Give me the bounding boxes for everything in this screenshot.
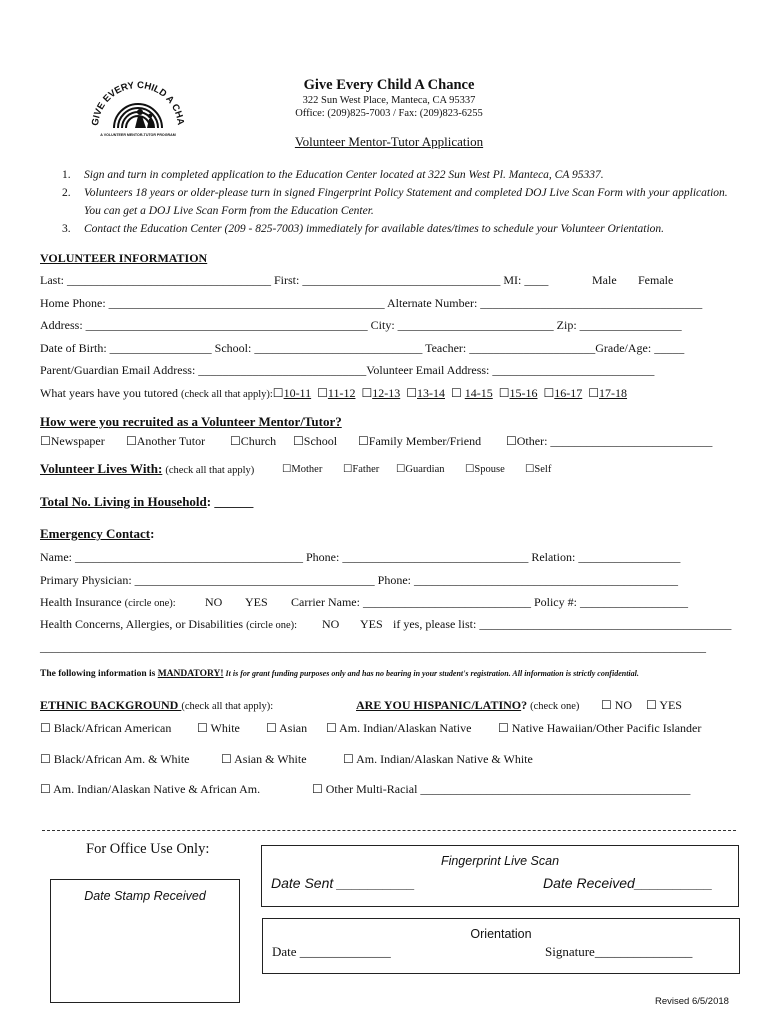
checkbox-family-friend[interactable]: ☐Family Member/Friend [358, 434, 482, 448]
date-received-field[interactable]: Date Received__________ [543, 875, 713, 891]
checkbox-year-1617[interactable]: ☐16-17 [543, 386, 583, 400]
org-name: Give Every Child A Chance [303, 77, 475, 93]
years-tutored-row [40, 386, 627, 401]
checkbox-year-1213[interactable]: ☐12-13 [361, 386, 401, 400]
female-option[interactable]: Female [638, 273, 674, 287]
checkbox-another-tutor[interactable]: ☐Another Tutor [126, 434, 206, 448]
emergency-heading-row: Emergency Contact: [40, 526, 155, 541]
logo-text: GIVE EVERY CHILD A CHA [89, 79, 186, 127]
insurance-row: Health Insurance (circle one): [40, 595, 176, 609]
concerns-row: Health Concerns, Allergies, or Disabilities (circle one): [40, 617, 298, 631]
insurance-no[interactable]: NO [205, 595, 223, 609]
checkbox-mother[interactable]: ☐Mother [282, 464, 323, 475]
cut-divider [42, 830, 736, 831]
address-row[interactable]: Address: _______________________________________________ City: __________________________ Zip: _________________ [40, 318, 682, 332]
form-title: Volunteer Mentor-Tutor Application [294, 134, 484, 149]
checkbox-year-1011[interactable]: ☐10-11 [272, 386, 312, 400]
date-sent-field[interactable]: Date Sent __________ [271, 875, 416, 891]
checkbox-guardian[interactable]: ☐Guardian [396, 464, 445, 475]
household-row[interactable]: Total No. Living in Household: ______ [40, 494, 254, 509]
checkbox-multi-racial[interactable]: ☐ Other Multi-Racial _____________________________________________ [312, 782, 691, 796]
org-address: 322 Sun West Place, Manteca, CA 95337 [302, 95, 476, 106]
dob-row[interactable]: Date of Birth: _________________ School: ____________________________ Teacher: _____________________Grade/Age: _____ [40, 341, 685, 355]
checkbox-school[interactable]: ☐School [293, 434, 338, 448]
date-stamp-box[interactable] [50, 879, 240, 1003]
checkbox-year-1112[interactable]: ☐11-12 [317, 386, 356, 400]
checkbox-year-1516[interactable]: ☐15-16 [498, 386, 538, 400]
fingerprint-title: Fingerprint Live Scan [440, 854, 560, 868]
checkbox-church[interactable]: ☐Church [230, 434, 277, 448]
checkbox-asian-white[interactable]: ☐ Asian & White [221, 752, 307, 766]
org-phones: Office: (209)825-7003 / Fax: (209)823-6255 [295, 108, 483, 119]
checkbox-am-indian[interactable]: ☐ Am. Indian/Alaskan Native [326, 721, 472, 735]
household-heading: Total No. Living in Household [40, 494, 207, 509]
instructions-list [40, 166, 740, 238]
checkbox-am-indian-african[interactable]: ☐ Am. Indian/Alaskan Native & African Am. [40, 782, 261, 796]
insurance-yes[interactable]: YES [245, 595, 268, 609]
emergency-name-row[interactable]: Name: ______________________________________ Phone: _______________________________ Relation: _________________ [40, 550, 681, 564]
lives-with-heading: Volunteer Lives With: [40, 461, 163, 476]
instruction-item: 2. Volunteers 18 years or older-please turn in signed Fingerprint Policy Statement and completed DOJ Live Scan Form with your application. You can get a DOJ Live Scan Form from the Education Center. [62, 187, 728, 217]
orientation-title: Orientation [470, 927, 532, 941]
orientation-box [262, 918, 740, 974]
checkbox-spouse[interactable]: ☐Spouse [465, 464, 505, 475]
male-option[interactable]: Male [592, 273, 617, 287]
concerns-yes[interactable]: YES [360, 617, 383, 631]
checkbox-hawaiian[interactable]: ☐ Native Hawaiian/Other Pacific Islander [498, 721, 702, 735]
concerns-extra-line[interactable]: _______________________________________________________________________________________________________________ [40, 640, 706, 654]
orientation-date-field[interactable]: Date ______________ [272, 944, 391, 959]
ethnic-heading-row: ETHNIC BACKGROUND (check all that apply): [40, 698, 274, 712]
lives-with-row [40, 461, 254, 477]
email-row[interactable]: Parent/Guardian Email Address: ____________________________Volunteer Email Address: ___________________________ [40, 363, 655, 377]
checkbox-year-1314[interactable]: ☐13-14 [406, 386, 445, 400]
checkbox-father[interactable]: ☐Father [343, 464, 380, 475]
recruited-heading: How were you recruited as a Volunteer Mentor/Tutor? [40, 414, 342, 429]
checkbox-am-indian-white[interactable]: ☐ Am. Indian/Alaskan Native & White [343, 752, 533, 766]
name-row[interactable]: Last: __________________________________ First: _________________________________ MI: ____ [40, 273, 549, 287]
concerns-list[interactable]: if yes, please list: __________________________________________ [393, 617, 732, 631]
checkbox-other[interactable]: ☐Other: ___________________________ [506, 434, 713, 448]
carrier-row[interactable]: Carrier Name: ____________________________ Policy #: __________________ [291, 595, 688, 609]
checkbox-self[interactable]: ☐Self [525, 464, 552, 475]
office-use-heading: For Office Use Only: [86, 841, 210, 857]
years-label: What years have you tutored [40, 386, 178, 400]
checkbox-black-white[interactable]: ☐ Black/African Am. & White [40, 752, 190, 766]
checkbox-black[interactable]: ☐ Black/African American [40, 721, 172, 735]
instruction-item: 1. Sign and turn in completed application to the Education Center located at 322 Sun West Pl. Manteca, CA 95337. [62, 169, 604, 181]
ethnic-heading: ETHNIC BACKGROUND [40, 698, 182, 712]
checkbox-year-1718[interactable]: ☐17-18 [588, 386, 628, 400]
checkbox-newspaper[interactable]: ☐Newspaper [40, 434, 105, 448]
years-note: (check all that apply): [180, 389, 273, 400]
checkbox-hispanic-no[interactable]: ☐ NO [601, 698, 633, 712]
phone-row[interactable]: Home Phone: ______________________________________________ Alternate Number: _____________________________________ [40, 296, 703, 310]
revised-date: Revised 6/5/2018 [655, 996, 729, 1007]
concerns-no[interactable]: NO [322, 617, 340, 631]
hispanic-question: ARE YOU HISPANIC/LATINO? (check one) [356, 698, 580, 712]
logo-subtext: A VOLUNTEER MENTOR-TUTOR PROGRAM [100, 133, 176, 137]
instruction-item: 3. Contact the Education Center (209 - 825-7003) immediately for available dates/times to schedule your Volunteer Orientation. [62, 223, 665, 235]
checkbox-white[interactable]: ☐ White [197, 721, 240, 735]
volunteer-info-heading: VOLUNTEER INFORMATION [40, 251, 208, 265]
physician-row[interactable]: Primary Physician: ________________________________________ Phone: ____________________________________________ [40, 573, 678, 587]
mandatory-notice: The following information is MANDATORY! It is for grant funding purposes only and has no bearing in your student's registration. All information is strictly confidential. [40, 669, 639, 679]
date-stamp-label: Date Stamp Received [84, 889, 206, 903]
checkbox-asian[interactable]: ☐ Asian [266, 721, 308, 735]
emergency-heading: Emergency Contact [40, 526, 151, 541]
checkbox-year-1415[interactable]: ☐ 14-15 [450, 386, 493, 400]
fingerprint-box [261, 845, 739, 907]
signature-field[interactable]: Signature_______________ [545, 944, 693, 959]
lives-with-note: (check all that apply) [165, 465, 255, 476]
checkbox-hispanic-yes[interactable]: ☐ YES [646, 698, 682, 712]
